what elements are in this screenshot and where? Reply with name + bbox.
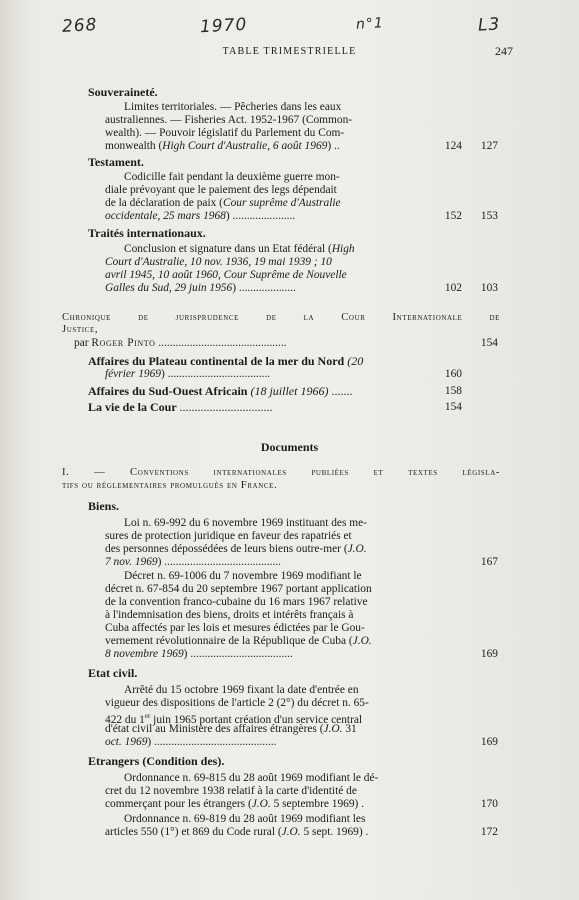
doc-line: Loi n. 69-992 du 6 novembre 1969 instituant des me-: [124, 517, 367, 529]
page-ref: 152: [444, 210, 462, 222]
entry-heading: Souveraineté.: [88, 85, 158, 99]
doc-line: d'état civil au Ministère des affaires étrangères (J.O. 31: [105, 723, 357, 735]
chronique-item: Affaires du Plateau continental de la mer du Nord (20: [88, 354, 364, 368]
handwritten-note-right: L3: [477, 14, 501, 36]
chronique-item: La vie de la Cour ...............................: [88, 400, 273, 414]
group-heading: Etat civil.: [88, 666, 138, 680]
handwritten-note-year: 1970: [199, 14, 248, 38]
doc-line: vigueur des dispositions de l'article 2 (2°) du décret n. 65-: [105, 697, 369, 709]
page-ref: 127: [480, 140, 498, 152]
page-ref: 102: [444, 282, 462, 294]
entry-heading: Testament.: [88, 155, 144, 169]
page-ref: 170: [480, 798, 498, 810]
page-number: 247: [495, 44, 513, 58]
group-heading: Etrangers (Condition des).: [88, 754, 225, 768]
doc-line: commerçant pour les étrangers (J.O. 5 septembre 1969) .: [105, 798, 365, 810]
entry-line: Court d'Australie, 10 nov. 1936, 19 mai 1939 ; 10: [105, 256, 332, 268]
doc-line: Décret n. 69-1006 du 7 novembre 1969 modifiant le: [124, 570, 362, 582]
doc-line: Arrêté du 15 octobre 1969 fixant la date d'entrée en: [124, 684, 359, 696]
doc-line: sures de protection juridique en faveur des rapatriés et: [105, 530, 352, 542]
entry-line: Galles du Sud, 29 juin 1956) ....................: [105, 282, 296, 294]
section-title: Documents: [260, 440, 319, 454]
page-ref: 172: [480, 826, 498, 838]
handwritten-note-number: n°1: [355, 15, 385, 33]
chronique-title-cont: Justice,: [62, 324, 99, 335]
group-heading: Biens.: [88, 499, 120, 513]
doc-line: 422 du 1er juin 1965 portant création d'un service central: [105, 712, 363, 726]
doc-line: vernement révolutionnaire de la République de Cuba (J.O.: [105, 635, 372, 647]
entry-line: australiennes. — Fisheries Act. 1952-1967 (Common-: [105, 114, 353, 126]
doc-line: 7 nov. 1969) .........................................: [105, 556, 282, 568]
chronique-item-cont: février 1969) ....................................: [105, 368, 271, 380]
page-ref: 169: [480, 648, 498, 660]
doc-line: 8 novembre 1969) ....................................: [105, 648, 293, 660]
page-ref: 154: [444, 401, 462, 413]
doc-line: cret du 12 novembre 1938 relatif à la carte d'identité de: [105, 785, 357, 797]
doc-line: articles 550 (1°) et 869 du Code rural (J.O. 5 sept. 1969) .: [105, 826, 369, 838]
page-ref: 124: [444, 140, 462, 152]
entry-heading: Traités internationaux.: [88, 226, 206, 240]
entry-line: occidentale, 25 mars 1968) ......................: [105, 210, 296, 222]
doc-line: Ordonnance n. 69-819 du 28 août 1969 modifiant les: [124, 813, 366, 825]
chronique-author: par Roger Pinto .............................................: [74, 337, 287, 349]
entry-line: Conclusion et signature dans un Etat fédéral (High: [124, 243, 355, 255]
entry-line: Codicille fait pendant la deuxième guerre mon-: [124, 171, 340, 183]
doc-line: des personnes dépossédées de leurs biens outre-mer (J.O.: [105, 543, 367, 555]
chronique-item: Affaires du Sud-Ouest Africain (18 juillet 1966) .......: [88, 384, 353, 398]
section-subtitle-cont: tifs ou réglementaires promulgués en France.: [62, 480, 278, 491]
entry-line: wealth). — Pouvoir législatif du Parlement du Com-: [105, 127, 345, 139]
handwritten-note-left: 268: [61, 15, 98, 37]
page-ref: 153: [480, 210, 498, 222]
page-ref: 167: [480, 556, 498, 568]
entry-line: de la déclaration de paix (Cour suprême d'Australie: [105, 197, 341, 209]
entry-line: Limites territoriales. — Pêcheries dans les eaux: [124, 101, 342, 113]
page-ref: 169: [480, 736, 498, 748]
chronique-title: Chronique de jurisprudence de la Cour Internationale de: [62, 312, 500, 323]
doc-line: Cuba affectés par les lois et mesures édictées par le Gou-: [105, 622, 365, 634]
entry-line: diale prévoyant que le paiement des legs dépendait: [105, 184, 337, 196]
section-subtitle: I. — Conventions internationales publiées et textes législa-: [62, 467, 500, 478]
page-ref: 103: [480, 282, 498, 294]
doc-line: décret n. 67-854 du 20 septembre 1967 portant application: [105, 583, 372, 595]
doc-line: Ordonnance n. 69-815 du 28 août 1969 modifiant le dé-: [124, 772, 379, 784]
page-ref: 160: [444, 368, 462, 380]
page-ref: 158: [444, 385, 462, 397]
page-ref: 154: [480, 337, 498, 349]
doc-line: de la convention franco-cubaine du 16 mars 1967 relative: [105, 596, 368, 608]
entry-line: avril 1945, 10 août 1960, Cour Suprême de Nouvelle: [105, 269, 347, 281]
doc-line: oct. 1969) ...........................................: [105, 736, 277, 748]
running-head: TABLE TRIMESTRIELLE: [222, 46, 357, 57]
entry-line: monwealth (High Court d'Australie, 6 août 1969) ..: [105, 140, 340, 152]
doc-line: à l'indemnisation des biens, droits et intérêts français à: [105, 609, 354, 621]
